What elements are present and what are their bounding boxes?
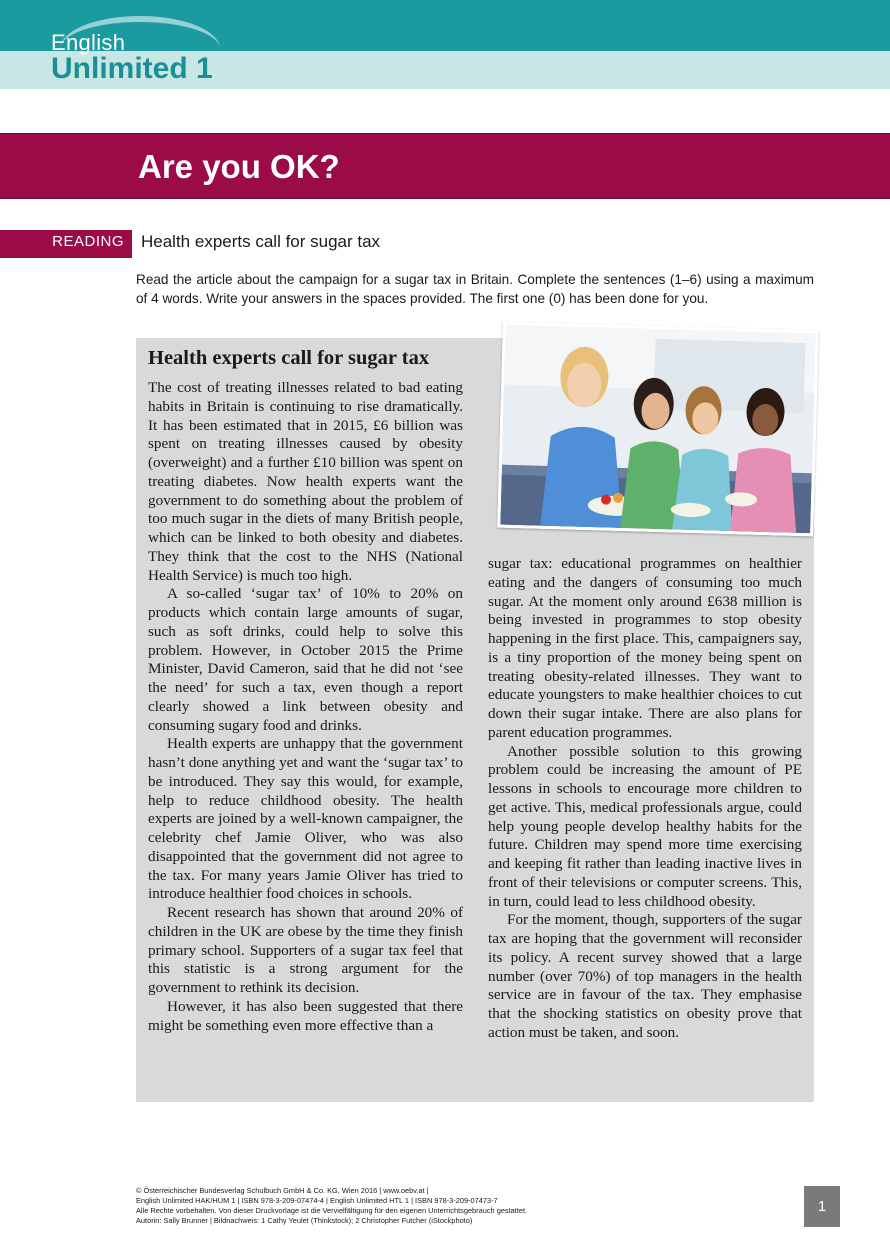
- page-number: 1: [804, 1186, 840, 1227]
- article-paragraph: Recent research has shown that around 20% of children in the UK are obese by the time they finish primary school. Supporters of a sugar tax feel that this statistic is a strong argument for the government to rethink its decision.: [148, 904, 463, 996]
- section-tag-label: READING: [52, 233, 124, 250]
- article-paragraph: The cost of treating illnesses related to bad eating habits in Britain is continuing to rise dramatically. It has been estimated that in 2015, £6 billion was spent on treating illnesses caused by obesity (overweight) and a further £10 billion was spent on treating diabetes. Now health experts want the government to do something about the problem of too much sugar in the diets of many British people, which can be linked to both obesity and diabetes. They think that the cost to the NHS (National Health Service) is much too high.: [148, 379, 463, 584]
- logo-english: English: [51, 30, 126, 55]
- footer-line: © Österreichischer Bundesverlag Schulbuch GmbH & Co. KG, Wien 2016 | www.oebv.at |: [136, 1186, 429, 1195]
- section-tag: [0, 230, 132, 258]
- article-column-right: [488, 555, 802, 1043]
- unit-title: Are you OK?: [138, 148, 340, 185]
- photo-girls-eating-fruit: [500, 325, 815, 534]
- footer-line: English Unlimited HAK/HUM 1 | ISBN 978-3-209-07474-4 | English Unlimited HTL 1 | ISBN 978-3-209-07473-7: [136, 1196, 498, 1205]
- article-column-left: [148, 379, 463, 1035]
- article-paragraph: However, it has also been suggested that there might be something even more effective than a: [148, 997, 463, 1034]
- article-paragraph: A so-called ‘sugar tax’ of 10% to 20% on products which contain large amounts of sugar, such as soft drinks, could help to solve this problem. However, in October 2015 the Prime Minister, David Cameron, said that he did not ‘see the need’ for such a tax, even though a report clearly showed a link between obesity and consuming sugary food and drinks.: [148, 585, 463, 734]
- article-paragraph: Health experts are unhappy that the government hasn’t done anything yet and want the ‘sugar tax’ to be introduced. They say this would, for example, help to reduce childhood obesity. The health experts are joined by a well-known campaigner, the celebrity chef Jamie Oliver, who was also disappointed that the government did not agree to the tax. For many years Jamie Oliver has tried to introduce healthier food choices in schools.: [148, 735, 463, 903]
- footer-line: Alle Rechte vorbehalten. Von dieser Druckvorlage ist die Vervielfältigung für den eigenen Unterrichtsgebrauch gestattet.: [136, 1206, 528, 1215]
- unit-title-bar: [0, 133, 890, 199]
- article-photo: [497, 322, 819, 537]
- article-headline: Health experts call for sugar tax: [148, 347, 430, 369]
- article-paragraph: Another possible solution to this growing problem could be increasing the amount of PE lessons in schools to encourage more children to get active. This, medical professionals argue, could help young people develop healthy habits for the future. Children may spend more time exercising and keeping fit rather than leading inactive lives in front of their televisions or computer screens. This, in turn, could lead to less childhood obesity.: [488, 742, 802, 910]
- header-band: [0, 0, 890, 51]
- article-paragraph: sugar tax: educational programmes on healthier eating and the dangers of consuming too much sugar. At the moment only around £638 million is being invested in programmes to stop obesity happening in the first place. This, campaigners say, is a tiny proportion of the money being spent on treating obesity-related illnesses. They want to educate youngsters to make healthier choices to cut down their sugar intake. There are also plans for parent education programmes.: [488, 555, 802, 741]
- section-title: Health experts call for sugar tax: [141, 232, 381, 251]
- article-paragraph: For the moment, though, supporters of the sugar tax are hoping that the government will reconsider its policy. A recent survey showed that a large number (over 70%) of top managers in the health service are in favour of the tax. They emphasise that the shocking statistics on obesity prove that action must be taken, and soon.: [488, 911, 802, 1041]
- footer-line: Autorin: Sally Brunner | Bildnachweis: 1 Cathy Yeulet (Thinkstock); 2 Christopher Futcher (iStockphoto): [136, 1216, 473, 1225]
- logo-unlimited: Unlimited 1: [51, 52, 213, 85]
- instructions: Read the article about the campaign for a sugar tax in Britain. Complete the sentences (1–6) using a maximum of 4 words. Write your answers in the spaces provided. The first one (0) has been done for you.: [136, 272, 814, 306]
- footer-credits: [136, 1186, 776, 1226]
